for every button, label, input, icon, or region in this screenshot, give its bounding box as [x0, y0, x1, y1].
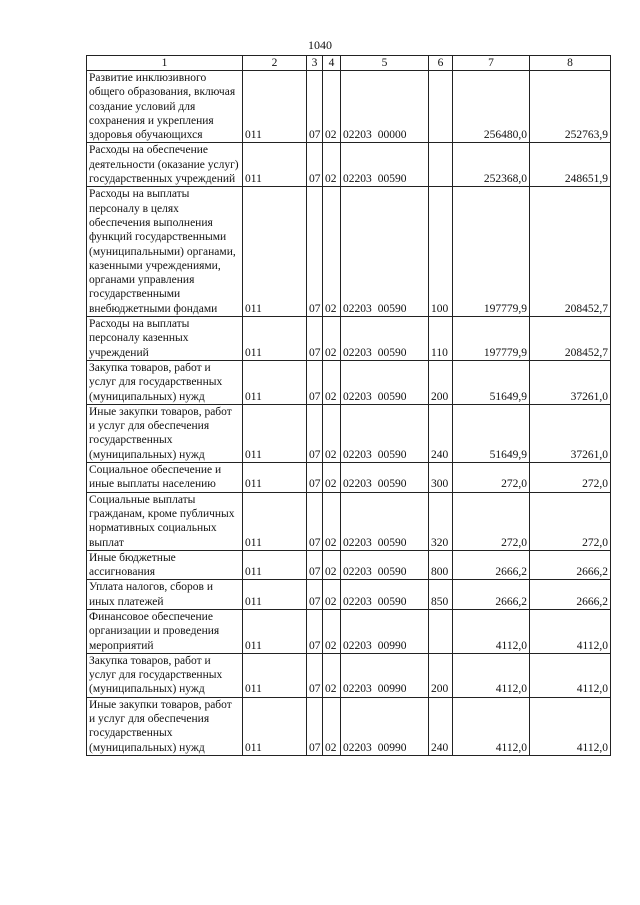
section-code: 07 [307, 580, 323, 610]
expense-type-code: 300 [429, 463, 453, 493]
table-row [87, 404, 611, 462]
table-row [87, 187, 611, 317]
expense-type-code: 240 [429, 697, 453, 755]
target-article-code [341, 653, 429, 697]
amount-col-7: 51649,9 [453, 404, 530, 462]
ministry-code: 011 [243, 317, 307, 361]
ministry-code: 011 [243, 550, 307, 580]
amount-col-7: 2666,2 [453, 550, 530, 580]
section-code: 07 [307, 404, 323, 462]
amount-col-8: 2666,2 [530, 580, 611, 610]
expense-type-code: 200 [429, 360, 453, 404]
expense-type-code [429, 609, 453, 653]
subsection-code: 02 [323, 653, 341, 697]
budget-table [86, 55, 611, 756]
target-article-code [341, 550, 429, 580]
target-program-part: 02203 [343, 346, 372, 359]
table-row [87, 653, 611, 697]
row-name: Расходы на выплаты персоналу казенных учреждений [87, 317, 243, 361]
target-program-part: 02203 [343, 390, 372, 403]
subsection-code: 02 [323, 143, 341, 187]
subsection-code: 02 [323, 187, 341, 317]
amount-col-7: 272,0 [453, 492, 530, 550]
amount-col-8: 4112,0 [530, 653, 611, 697]
subsection-code: 02 [323, 317, 341, 361]
amount-col-8: 272,0 [530, 492, 611, 550]
amount-col-7: 197779,9 [453, 187, 530, 317]
target-program-part: 02203 [343, 448, 372, 461]
section-code: 07 [307, 609, 323, 653]
ministry-code: 011 [243, 609, 307, 653]
target-direction-part: 00590 [377, 478, 407, 491]
row-name: Закупка товаров, работ и услуг для государственных (муниципальных) нужд [87, 360, 243, 404]
table-row [87, 143, 611, 187]
target-program-part: 02203 [343, 302, 372, 315]
amount-col-8: 208452,7 [530, 317, 611, 361]
table-row [87, 463, 611, 493]
table-row [87, 317, 611, 361]
ministry-code: 011 [243, 653, 307, 697]
subsection-code: 02 [323, 609, 341, 653]
row-name: Социальное обеспечение и иные выплаты населению [87, 463, 243, 493]
ministry-code: 011 [243, 580, 307, 610]
table-row [87, 697, 611, 755]
table-row [87, 550, 611, 580]
target-program-part: 02203 [343, 129, 372, 142]
table-row [87, 492, 611, 550]
amount-col-7: 2666,2 [453, 580, 530, 610]
amount-col-7: 197779,9 [453, 317, 530, 361]
amount-col-7: 4112,0 [453, 653, 530, 697]
amount-col-7: 4112,0 [453, 609, 530, 653]
subsection-code: 02 [323, 550, 341, 580]
ministry-code: 011 [243, 697, 307, 755]
header-col-2: 2 [243, 56, 307, 71]
header-col-4: 4 [323, 56, 341, 71]
row-name: Иные закупки товаров, работ и услуг для обеспечения государственных (муниципальных) нужд [87, 404, 243, 462]
target-program-part: 02203 [343, 639, 372, 652]
header-col-5: 5 [341, 56, 429, 71]
row-name: Финансовое обеспечение организации и проведения мероприятий [87, 609, 243, 653]
amount-col-8: 272,0 [530, 463, 611, 493]
header-col-1: 1 [87, 56, 243, 71]
header-col-8: 8 [530, 56, 611, 71]
subsection-code: 02 [323, 71, 341, 143]
ministry-code: 011 [243, 143, 307, 187]
target-direction-part: 00590 [377, 448, 407, 461]
target-direction-part: 00990 [377, 741, 407, 754]
section-code: 07 [307, 143, 323, 187]
header-col-7: 7 [453, 56, 530, 71]
amount-col-7: 51649,9 [453, 360, 530, 404]
table-row [87, 609, 611, 653]
target-direction-part: 00590 [377, 390, 407, 403]
expense-type-code: 320 [429, 492, 453, 550]
target-program-part: 02203 [343, 536, 372, 549]
row-name: Социальные выплаты гражданам, кроме публичных нормативных социальных выплат [87, 492, 243, 550]
target-direction-part: 00590 [377, 302, 407, 315]
amount-col-8: 37261,0 [530, 404, 611, 462]
ministry-code: 011 [243, 360, 307, 404]
subsection-code: 02 [323, 463, 341, 493]
target-program-part: 02203 [343, 741, 372, 754]
section-code: 07 [307, 492, 323, 550]
amount-col-7: 272,0 [453, 463, 530, 493]
target-article-code [341, 404, 429, 462]
amount-col-8: 2666,2 [530, 550, 611, 580]
target-article-code [341, 609, 429, 653]
row-name: Расходы на обеспечение деятельности (оказание услуг) государственных учреждений [87, 143, 243, 187]
ministry-code: 011 [243, 187, 307, 317]
subsection-code: 02 [323, 492, 341, 550]
amount-col-7: 252368,0 [453, 143, 530, 187]
section-code: 07 [307, 360, 323, 404]
amount-col-7: 256480,0 [453, 71, 530, 143]
ministry-code: 011 [243, 463, 307, 493]
target-article-code [341, 71, 429, 143]
section-code: 07 [307, 550, 323, 580]
target-direction-part: 00000 [377, 129, 407, 142]
subsection-code: 02 [323, 360, 341, 404]
target-article-code [341, 187, 429, 317]
ministry-code: 011 [243, 492, 307, 550]
header-col-3: 3 [307, 56, 323, 71]
amount-col-8: 252763,9 [530, 71, 611, 143]
page-number: 1040 [308, 38, 332, 52]
target-article-code [341, 580, 429, 610]
target-article-code [341, 143, 429, 187]
table-row [87, 360, 611, 404]
table-row [87, 71, 611, 143]
section-code: 07 [307, 653, 323, 697]
target-direction-part: 00590 [377, 536, 407, 549]
amount-col-8: 37261,0 [530, 360, 611, 404]
row-name: Расходы на выплаты персоналу в целях обеспечения выполнения функций государственными (муниципальными) органами, казенными учреждениями, органами управления государственными внебюджетными фондами [87, 187, 243, 317]
expense-type-code: 800 [429, 550, 453, 580]
subsection-code: 02 [323, 580, 341, 610]
target-article-code [341, 697, 429, 755]
amount-col-8: 208452,7 [530, 187, 611, 317]
amount-col-8: 4112,0 [530, 609, 611, 653]
expense-type-code: 110 [429, 317, 453, 361]
ministry-code: 011 [243, 404, 307, 462]
amount-col-8: 4112,0 [530, 697, 611, 755]
amount-col-8: 248651,9 [530, 143, 611, 187]
header-row [87, 56, 611, 71]
target-article-code [341, 492, 429, 550]
target-direction-part: 00590 [377, 566, 407, 579]
target-program-part: 02203 [343, 566, 372, 579]
target-direction-part: 00590 [377, 595, 407, 608]
target-program-part: 02203 [343, 683, 372, 696]
amount-col-7: 4112,0 [453, 697, 530, 755]
expense-type-code: 850 [429, 580, 453, 610]
expense-type-code: 240 [429, 404, 453, 462]
row-name: Иные бюджетные ассигнования [87, 550, 243, 580]
target-direction-part: 00590 [377, 346, 407, 359]
target-program-part: 02203 [343, 595, 372, 608]
row-name: Иные закупки товаров, работ и услуг для обеспечения государственных (муниципальных) нужд [87, 697, 243, 755]
target-program-part: 02203 [343, 173, 372, 186]
section-code: 07 [307, 697, 323, 755]
table-row [87, 580, 611, 610]
header-col-6: 6 [429, 56, 453, 71]
section-code: 07 [307, 463, 323, 493]
section-code: 07 [307, 71, 323, 143]
target-article-code [341, 463, 429, 493]
target-direction-part: 00990 [377, 683, 407, 696]
expense-type-code [429, 71, 453, 143]
row-name: Уплата налогов, сборов и иных платежей [87, 580, 243, 610]
expense-type-code: 100 [429, 187, 453, 317]
target-program-part: 02203 [343, 478, 372, 491]
target-article-code [341, 360, 429, 404]
target-article-code [341, 317, 429, 361]
subsection-code: 02 [323, 404, 341, 462]
ministry-code: 011 [243, 71, 307, 143]
target-direction-part: 00990 [377, 639, 407, 652]
row-name: Развитие инклюзивного общего образования, включая создание условий для сохранения и укрепления здоровья обучающихся [87, 71, 243, 143]
expense-type-code: 200 [429, 653, 453, 697]
target-direction-part: 00590 [377, 173, 407, 186]
section-code: 07 [307, 317, 323, 361]
section-code: 07 [307, 187, 323, 317]
subsection-code: 02 [323, 697, 341, 755]
row-name: Закупка товаров, работ и услуг для государственных (муниципальных) нужд [87, 653, 243, 697]
expense-type-code [429, 143, 453, 187]
